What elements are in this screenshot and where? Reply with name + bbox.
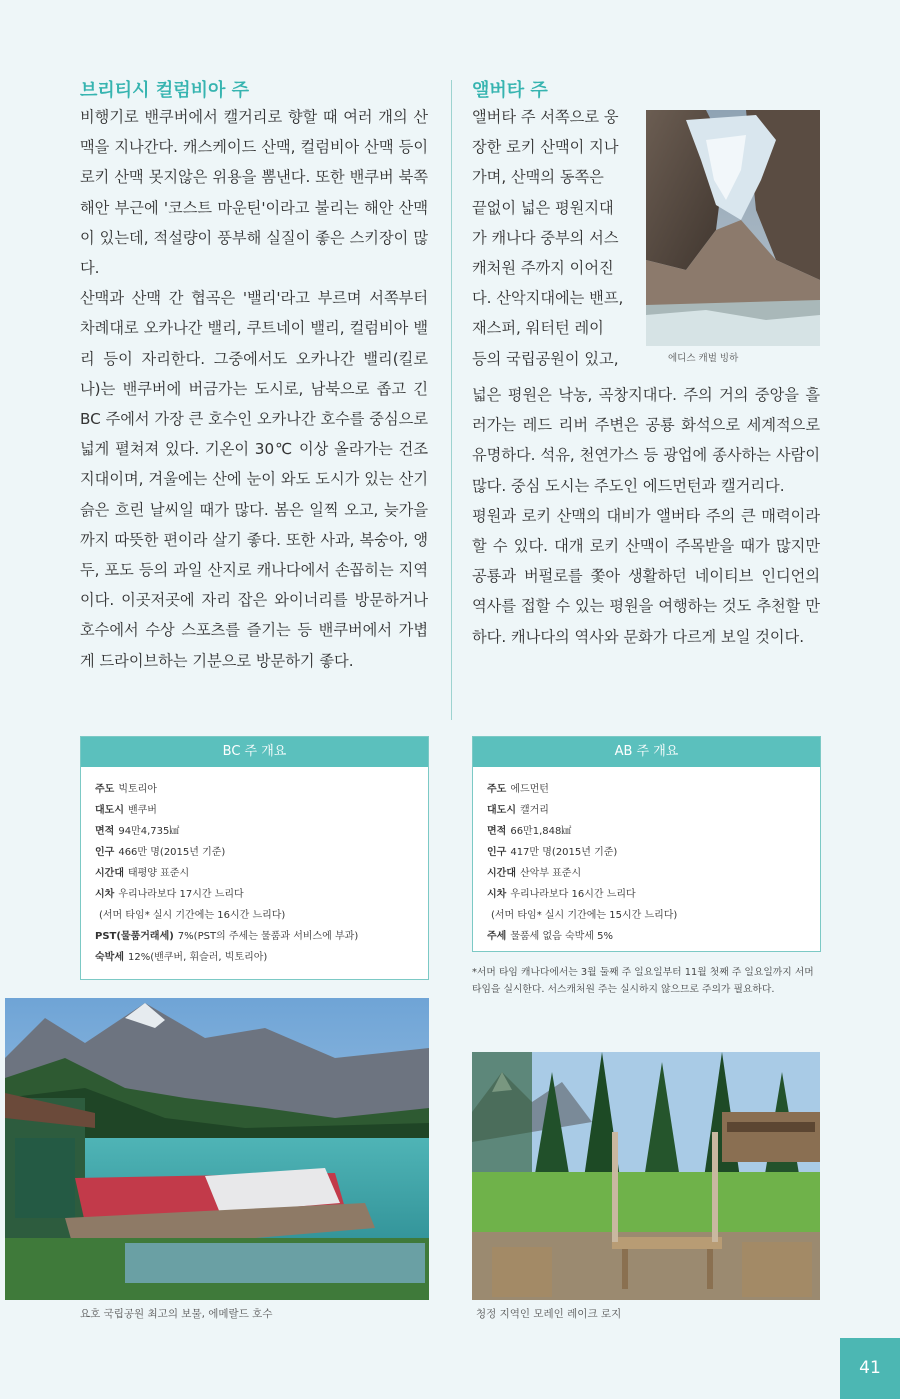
info-row <box>95 821 414 842</box>
row-label: 숙박세 <box>95 952 124 963</box>
row-value: 우리나라보다 16시간 느리다 <box>510 889 636 900</box>
ab-line: 캐처원 주까지 이어진 <box>472 259 614 278</box>
row-value: 7%(PST의 주세는 물품과 서비스에 부과) <box>177 931 359 942</box>
column-divider <box>451 80 452 720</box>
row-label: 면적 <box>487 826 507 837</box>
bc-body <box>80 102 428 676</box>
info-row <box>487 905 806 926</box>
info-row <box>95 884 414 905</box>
ab-box-body <box>473 767 820 955</box>
ab-box-title: AB 주 개요 <box>473 737 820 767</box>
ab-paragraph-2: 평원과 로키 산맥의 대비가 앨버타 주의 큰 매력이라 할 수 있다. 대개 로키 산맥이 주목받을 때가 많지만 공룡과 버펄로를 쫓아 생활하던 네이티브 인디언의 역사를 접할 수 있는 평원을 여행하는 것도 추천할 만하다. 캐나다의 역사와 문화가 다르게 보일 것이다. <box>472 506 820 646</box>
row-value: 우리나라보다 17시간 느리다 <box>118 889 244 900</box>
info-row <box>95 800 414 821</box>
ab-heading: 앨버타 주 <box>472 80 548 101</box>
row-label: 주도 <box>487 784 507 795</box>
row-value: (서머 타임* 실시 기간에는 16시간 느리다) <box>99 910 286 921</box>
row-label: 주도 <box>95 784 115 795</box>
row-label: 시차 <box>95 889 115 900</box>
row-value: 417만 명(2015년 기준) <box>510 847 618 858</box>
info-row <box>487 800 806 821</box>
row-value: 캘거리 <box>519 805 549 816</box>
bc-heading: 브리티시 컬럼비아 주 <box>80 80 250 101</box>
row-value: 에드먼턴 <box>510 784 549 795</box>
page-number: 41 <box>840 1338 900 1399</box>
row-label: 인구 <box>487 847 507 858</box>
row-label: 인구 <box>95 847 115 858</box>
ab-info-box <box>472 736 821 952</box>
info-row <box>95 947 414 968</box>
ab-line: 장한 로키 산맥이 지나 <box>472 138 619 157</box>
row-label: 대도시 <box>487 805 516 816</box>
row-value: 12%(밴쿠버, 휘슬러, 빅토리아) <box>127 952 268 963</box>
row-label: PST(물품거래세) <box>95 931 174 942</box>
bc-paragraph-2: 산맥과 산맥 간 협곡은 '밸리'라고 부르며 서쪽부터 차례대로 오카나간 밸리, 쿠트네이 밸리, 컬럼비아 밸리 등이 자리한다. 그중에서도 오카나간 밸리(킬로나)는 밴쿠버에 버금가는 도시로, 남북으로 좁고 긴 BC 주에서 가장 큰 호수인 오카나간 호수를 중심으로 넓게 펼쳐져 있다. 기온이 30℃ 이상 올라가는 건조지대이며, 겨울에는 산에 눈이 와도 도시가 있는 산기슭은 흐린 날씨일 때가 많다. 봄은 일찍 오고, 늦가을까지 따뜻한 편이라 살기 좋다. 또한 사과, 복숭아, 앵두, 포도 등의 과일 산지로 캐나다에서 손꼽히는 지역이다. 이곳저곳에 자리 잡은 와이너리를 방문하거나 호수에서 수상 스포츠를 즐기는 등 밴쿠버에서 가볍게 드라이브하는 기분으로 방문하기 좋다. <box>80 289 428 670</box>
info-row <box>487 863 806 884</box>
info-row <box>487 926 806 947</box>
info-row <box>95 905 414 926</box>
row-value: 94만4,735㎢ <box>118 826 180 837</box>
row-value: 밴쿠버 <box>127 805 157 816</box>
row-label: 시차 <box>487 889 507 900</box>
row-value: 66만1,848㎢ <box>510 826 572 837</box>
row-value: 태평양 표준시 <box>127 868 190 879</box>
bc-box-body <box>81 767 428 976</box>
info-row <box>95 863 414 884</box>
info-row <box>95 926 414 947</box>
row-label: 시간대 <box>487 868 516 879</box>
row-value: 빅토리아 <box>118 784 157 795</box>
ab-line: 등의 국립공원이 있고, <box>472 349 619 368</box>
moraine-lodge-photo <box>472 1052 820 1300</box>
ab-body <box>472 380 820 652</box>
info-row <box>95 779 414 800</box>
ab-line: 가 캐나다 중부의 서스 <box>472 228 619 247</box>
row-value: 물품세 없음 숙박세 5% <box>510 931 614 942</box>
row-label: 대도시 <box>95 805 124 816</box>
ab-line: 끝없이 넓은 평원지대 <box>472 198 614 217</box>
ab-line: 재스퍼, 워터턴 레이 <box>472 319 604 338</box>
ab-line: 다. 산악지대에는 밴프, <box>472 289 624 308</box>
info-row <box>487 842 806 863</box>
row-label: 시간대 <box>95 868 124 879</box>
bc-box-title: BC 주 개요 <box>81 737 428 767</box>
ab-paragraph-1: 넓은 평원은 낙농, 곡창지대다. 주의 거의 중앙을 흘러가는 레드 리버 주변은 공룡 화석으로 세계적으로 유명하다. 석유, 천연가스 등 광업에 종사하는 사람이 많다. 중심 도시는 주도인 에드먼턴과 캘거리다. <box>472 386 820 495</box>
info-row <box>95 842 414 863</box>
ab-line: 앨버타 주 서쪽으로 웅 <box>472 108 619 126</box>
emerald-lake-photo <box>5 998 429 1300</box>
glacier-caption: 에디스 캐벌 빙하 <box>668 353 739 364</box>
info-row <box>487 821 806 842</box>
row-value: (서머 타임* 실시 기간에는 15시간 느리다) <box>491 910 678 921</box>
ab-narrow-text <box>472 102 637 374</box>
row-value: 466만 명(2015년 기준) <box>118 847 226 858</box>
ab-line: 가며, 산맥의 동쪽은 <box>472 168 604 187</box>
moraine-lodge-caption: 청정 지역인 모레인 레이크 로지 <box>476 1308 622 1320</box>
row-label: 면적 <box>95 826 115 837</box>
bc-paragraph-1: 비행기로 밴쿠버에서 캘거리로 향할 때 여러 개의 산맥을 지나간다. 캐스케이드 산맥, 컬럼비아 산맥 등이 로키 산맥 못지않은 위용을 뽐낸다. 또한 밴쿠버 북쪽 해안 부근에 '코스트 마운틴'이라고 불리는 해안 산맥이 있는데, 적설량이 풍부해 실질이 좋은 스키장이 많다. <box>80 108 428 278</box>
row-label: 주세 <box>487 931 507 942</box>
daylight-saving-note: *서머 타임 캐나다에서는 3월 둘째 주 일요일부터 11월 첫째 주 일요일까지 서머 타임을 실시한다. 서스캐처원 주는 실시하지 않으므로 주의가 필요하다. <box>472 967 814 995</box>
info-row <box>487 884 806 905</box>
row-value: 산악부 표준시 <box>519 868 582 879</box>
emerald-lake-caption: 요호 국립공원 최고의 보물, 에메랄드 호수 <box>80 1308 273 1320</box>
glacier-photo <box>646 110 820 346</box>
info-row <box>487 779 806 800</box>
bc-info-box <box>80 736 429 980</box>
